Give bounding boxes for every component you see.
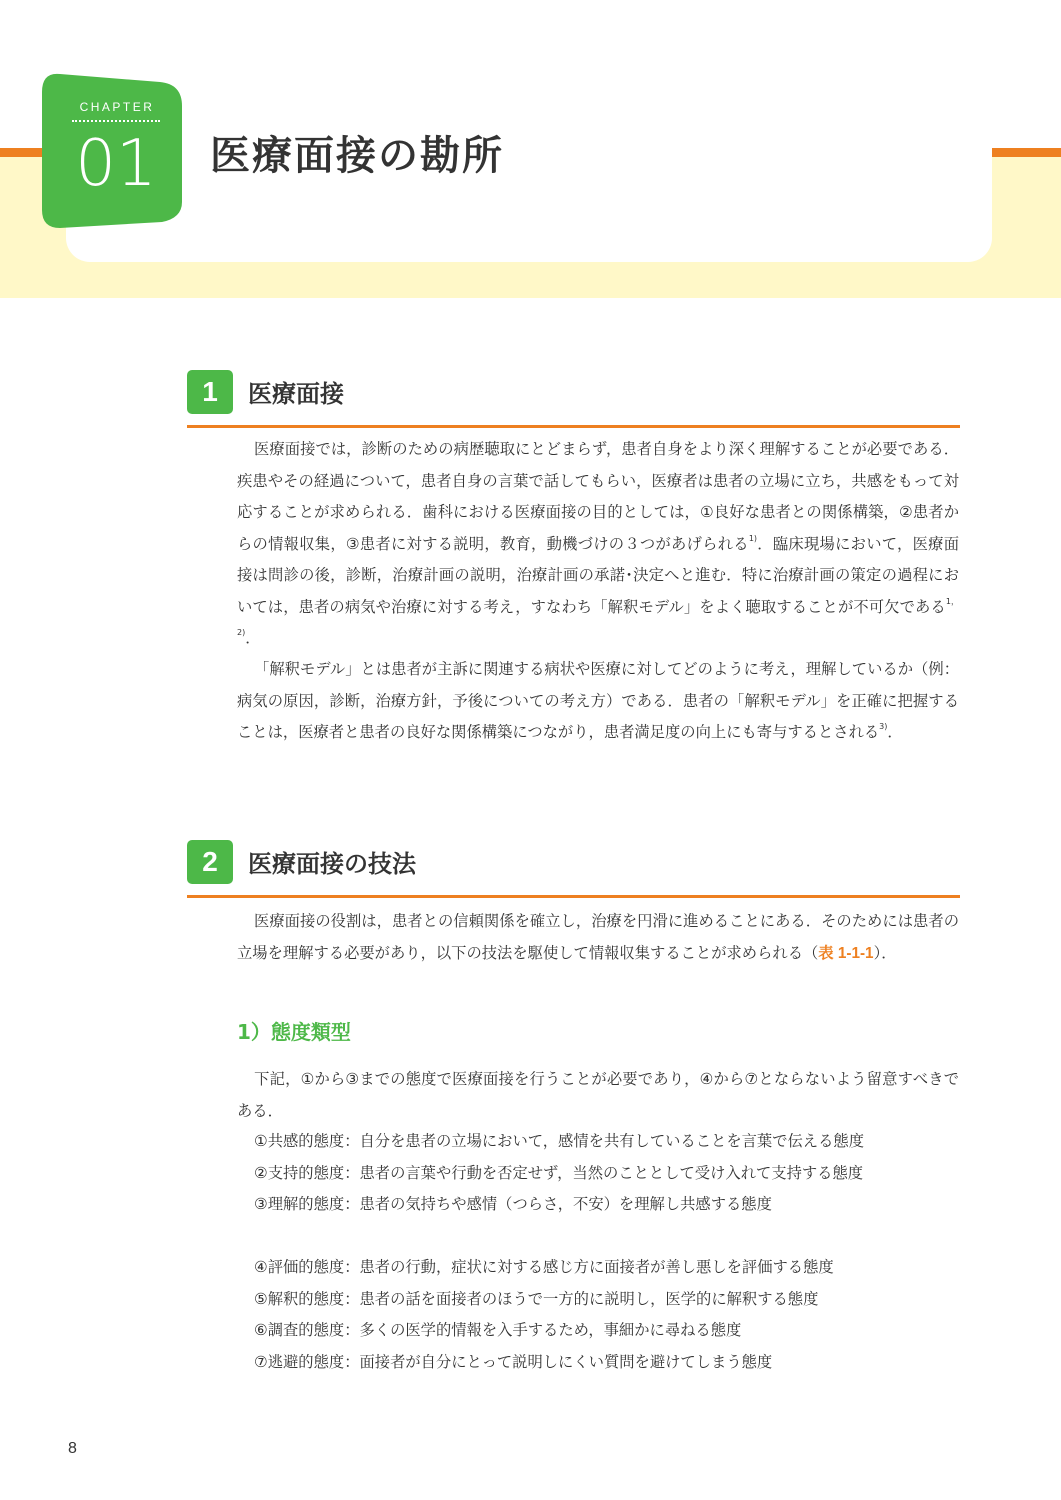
section-2-paragraph: 医療面接の役割は，患者との信頼関係を確立し，治療を円滑に進めることにある．そのためには患者の立場を理解する必要があり，以下の技法を駆使して情報収集することが求められる（表 1-1-1）．: [237, 912, 959, 962]
subsection-title: 1）態度類型: [237, 1020, 351, 1044]
citation-ref: 1，2): [237, 596, 960, 637]
good-attitude-list: [254, 1126, 864, 1221]
section-2-heading: [187, 840, 960, 902]
citation-ref: 1): [748, 533, 758, 543]
bad-attitude-list: [254, 1252, 834, 1378]
chapter-label: CHAPTER: [79, 100, 155, 114]
section-1-paragraph-1: 医療面接では，診断のための病歴聴取にとどまらず，患者自身をより深く理解することが必要である．疾患やその経過について，患者自身の言葉で話してもらい，医療者は患者の立場に立ち，共感をもって対応することが求められる．歯科における医療面接の目的としては，①良好な患者との関係構築，②患者からの情報収集，③患者に対する説明，教育，動機づけの３つがあげられる$^{1)}$．臨床現場において，医療面接は問診の後，診断，治療計画の説明，治療計画の承諾･決定へと進む．特に治療計画の策定の過程においては，患者の病気や治療に対する考え，すなわち「解釈モデル」をよく聴取することが不可欠である$^{1,2)}$．: [237, 440, 960, 647]
list-item: ②支持的態度：患者の言葉や行動を否定せず，当然のこととして受け入れて支持する態度: [254, 1163, 864, 1182]
page-number: 8: [68, 1440, 77, 1457]
section-1-paragraph-2: 「解釈モデル」とは患者が主訴に関連する病状や医療に対してどのように考え，理解しているか（例：病気の原因，診断，治療方針，予後についての考え方）である．患者の「解釈モデル」を正確に把握することは，医療者と患者の良好な関係構築につながり，患者満足度の向上にも寄与するとされる$^{3)}$．: [237, 660, 959, 741]
header-card: [66, 100, 992, 262]
citation-ref: 3): [879, 722, 888, 731]
section-1-heading: [187, 370, 960, 432]
section-1-number-badge: 1: [187, 370, 233, 414]
list-item: ④評価的態度：患者の行動，症状に対する感じ方に面接者が善し悪しを評価する態度: [254, 1258, 834, 1276]
table-reference-link[interactable]: 表 1-1-1: [818, 944, 874, 962]
section-1-title: 医療面接: [248, 380, 344, 408]
section-2-title: 医療面接の技法: [248, 850, 416, 878]
list-item: ③理解的態度：患者の気持ちや感情（つらさ，不安）を理解し共感する態度: [254, 1195, 772, 1213]
subsection-intro: 下記，①から③までの態度で医療面接を行うことが必要であり，④から⑦とならないよう留意すべきである．: [237, 1070, 959, 1120]
section-1-rule: [187, 425, 960, 428]
list-item: ⑥調査的態度：多くの医学的情報を入手するため，事細かに尋ねる態度: [254, 1321, 742, 1339]
list-item: ⑤解釈的態度：患者の話を面接者のほうで一方的に説明し，医学的に解釈する態度: [254, 1289, 819, 1308]
section-2-number-badge: 2: [187, 840, 233, 884]
list-item: ①共感的態度：自分を患者の立場において，感情を共有していることを言葉で伝える態度: [254, 1132, 864, 1150]
list-item: ⑦逃避的態度：面接者が自分にとって説明しにくい質問を避けてしまう態度: [254, 1352, 773, 1371]
header-orange-rule-left: [0, 148, 42, 157]
chapter-title: 医療面接の勘所: [210, 133, 504, 179]
section-2-rule: [187, 895, 960, 898]
chapter-number: 01: [75, 127, 157, 201]
chapter-dots-divider: [72, 120, 160, 122]
header-orange-rule-right: [992, 148, 1061, 157]
